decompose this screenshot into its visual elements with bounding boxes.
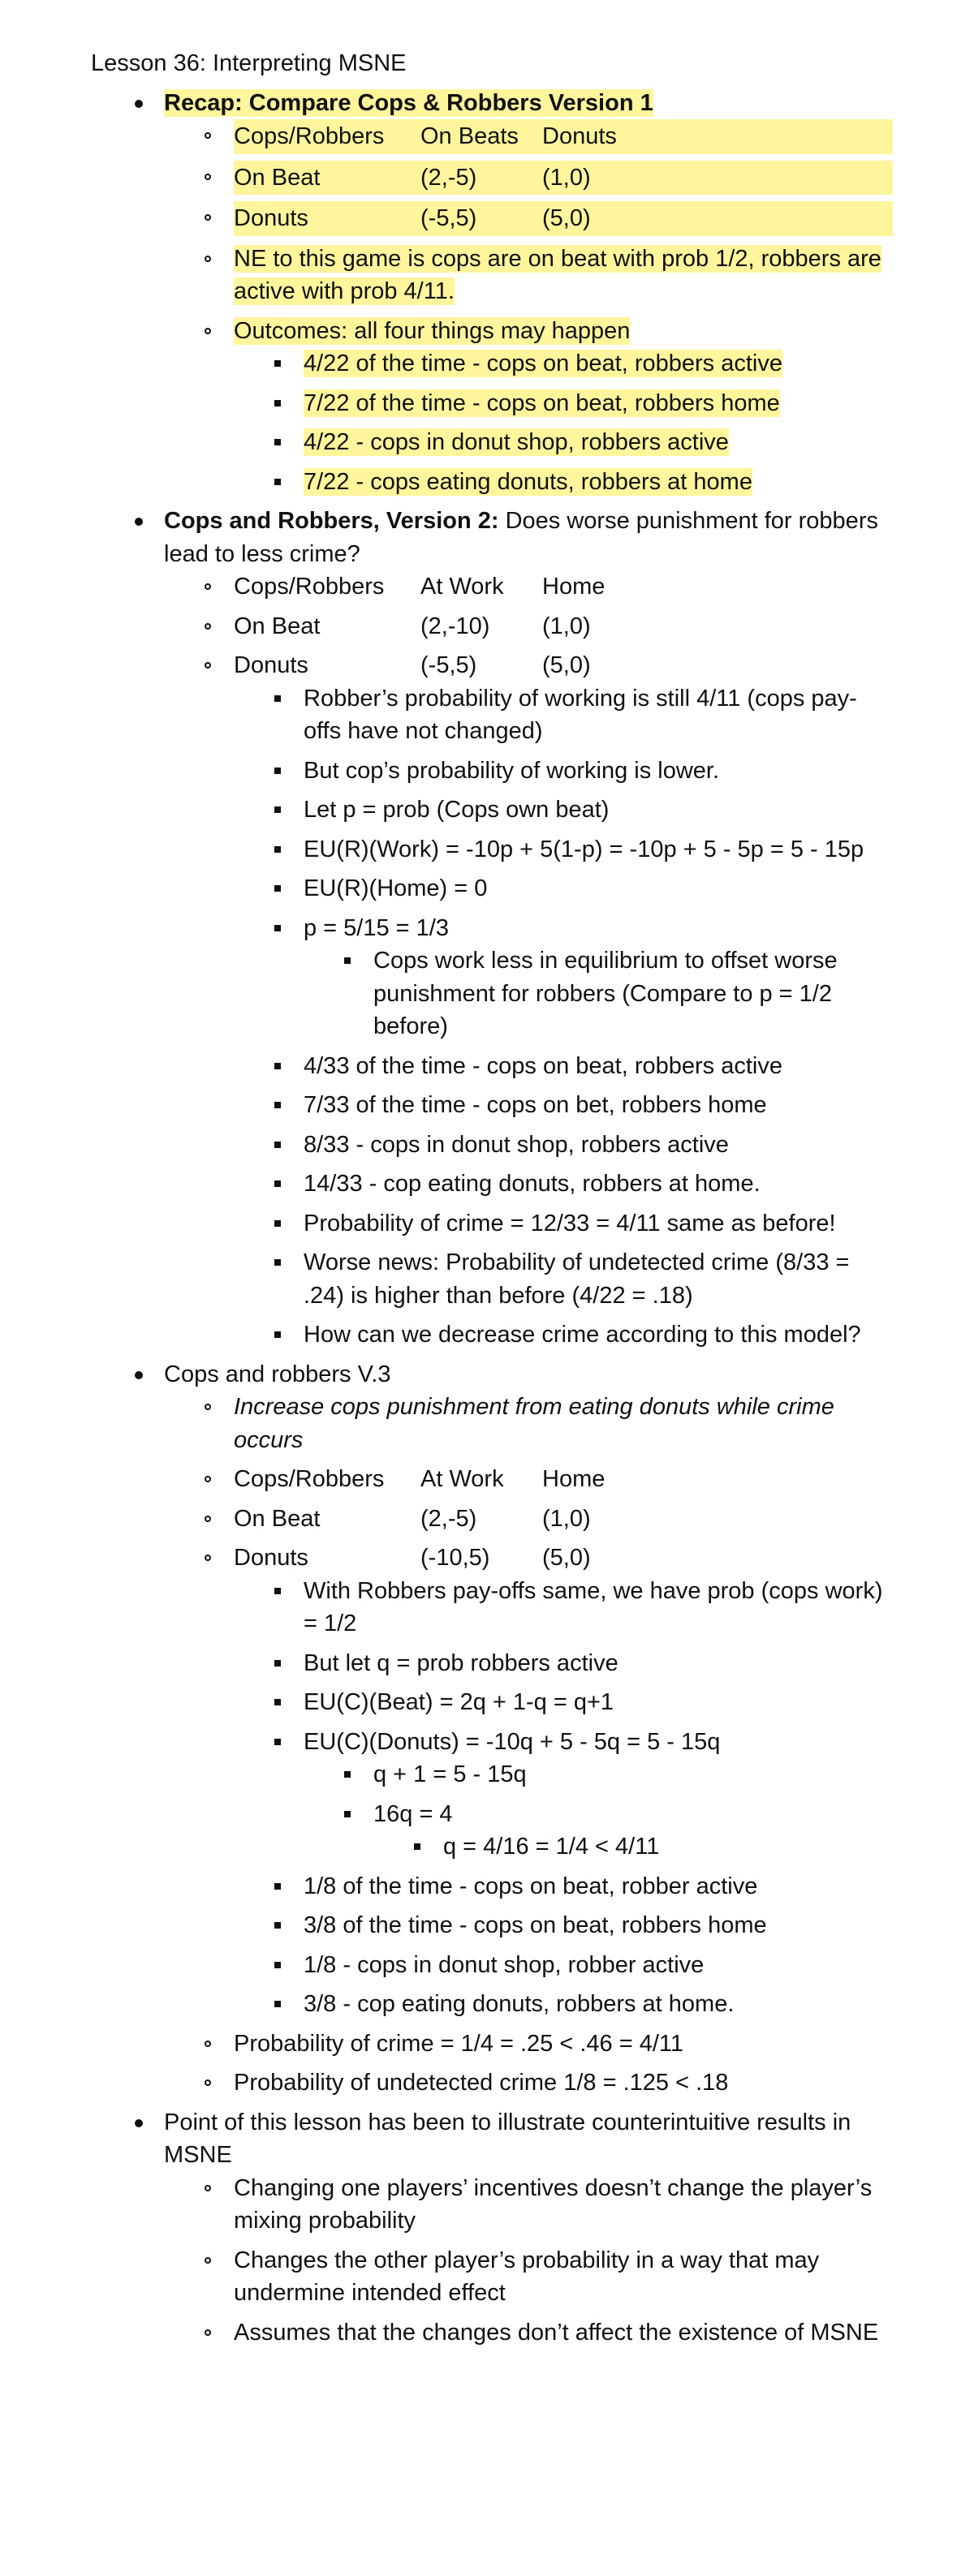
v1-ne	[234, 243, 893, 308]
list-item-text: 16q = 4	[373, 1800, 453, 1827]
v1-table-row	[234, 119, 893, 154]
v3-table-row	[234, 1542, 893, 1575]
list-item	[373, 1798, 893, 1864]
v1-ne-text: NE to this game is cops are on beat with prob 1/2, robbers are active with prob 4/11.	[234, 245, 881, 304]
list-item: How can we decrease crime according to this model?	[304, 1318, 893, 1352]
v3-prob-undetected: Probability of undetected crime 1/8 = .125 < .18	[234, 2066, 893, 2100]
section-point	[164, 2106, 893, 2350]
section-v1	[164, 87, 893, 499]
list-item: Worse news: Probability of undetected crime (8/33 = .24) is higher than before (4/22 = .18)	[304, 1246, 893, 1312]
v3-heading: Cops and robbers V.3	[164, 1361, 391, 1387]
list-item: 3/8 of the time - cops on beat, robbers home	[304, 1909, 893, 1942]
v3-list	[164, 1391, 893, 2100]
section-v2	[164, 505, 893, 1352]
list-item: EU(C)(Beat) = 2q + 1-q = q+1	[304, 1686, 893, 1719]
v1-outcomes-label: Outcomes: all four things may happen	[234, 317, 631, 344]
v1-table-row	[234, 161, 893, 196]
list-item-text: 4/22 of the time - cops on beat, robbers active	[304, 350, 782, 376]
table-cell: On Beat	[234, 1505, 321, 1532]
table-cell: Donuts	[234, 652, 308, 678]
list-item: Let p = prob (Cops own beat)	[304, 793, 893, 827]
list-item: 14/33 - cop eating donuts, robbers at home.	[304, 1168, 893, 1201]
v1-table-row-donuts	[234, 201, 893, 236]
list-item: 4/33 of the time - cops on beat, robbers active	[304, 1050, 893, 1083]
list-item: Changes the other player’s probability in a way that may undermine intended effect	[234, 2244, 893, 2310]
outline-level-1	[91, 87, 893, 2350]
list-item-text: 7/22 of the time - cops on beat, robbers home	[304, 389, 780, 416]
table-cell: (5,0)	[542, 205, 591, 231]
table-cell: (-10,5)	[420, 1545, 490, 1571]
point-heading: Point of this lesson has been to illustrate counterintuitive results in MSNE	[164, 2109, 851, 2168]
list-item-text: 7/22 - cops eating donuts, robbers at home	[304, 468, 752, 495]
v2-table-row	[234, 649, 893, 682]
v2-table-row-donuts	[234, 649, 893, 1352]
list-item: q + 1 = 5 - 15q	[373, 1758, 893, 1791]
v3-table-row-beat	[234, 1503, 893, 1536]
list-item: 3/8 - cop eating donuts, robbers at home.	[304, 1988, 893, 2021]
v2-heading-rest: Does worse punishment for robbers lead to less crime?	[164, 508, 878, 567]
table-cell: At Work	[420, 1466, 504, 1492]
list-item: But cop’s probability of working is lower.	[304, 755, 893, 788]
v3-italic-note	[234, 1391, 893, 1456]
v3-table-row-donuts	[234, 1542, 893, 2021]
v3-table-row	[234, 1503, 893, 1536]
table-cell: On Beat	[234, 164, 321, 191]
list-item	[304, 426, 893, 459]
table-cell: On Beat	[234, 613, 321, 639]
v1-list	[164, 119, 893, 498]
v2-list	[164, 570, 893, 1352]
list-item: Cops work less in equilibrium to offset worse punishment for robbers (Compare to p = 1/2 before)	[373, 944, 893, 1043]
v1-table-row	[234, 201, 893, 236]
table-cell: (2,-5)	[420, 1505, 477, 1532]
table-cell: Donuts	[234, 205, 308, 231]
table-cell: Cops/Robbers	[234, 1466, 385, 1492]
v2-heading-bold: Cops and Robbers, Version 2:	[164, 508, 499, 534]
list-item-text: Increase cops punishment from eating donuts while crime occurs	[234, 1394, 834, 1453]
table-cell: Donuts	[542, 123, 617, 149]
v2-table-row	[234, 570, 893, 604]
v1-outcomes	[234, 315, 893, 499]
v1-heading: Recap: Compare Cops & Robbers Version 1	[164, 89, 653, 116]
table-cell: (1,0)	[542, 164, 591, 191]
v1-table-header	[234, 119, 893, 154]
table-cell: Home	[542, 574, 606, 600]
v3-prob-crime: Probability of crime = 1/4 = .25 < .46 = 4/11	[234, 2028, 893, 2061]
list-item: EU(R)(Work) = -10p + 5(1-p) = -10p + 5 - 5p = 5 - 15p	[304, 833, 893, 867]
list-item: Probability of crime = 12/33 = 4/11 same as before!	[304, 1207, 893, 1241]
table-cell: (5,0)	[542, 1545, 591, 1571]
list-item: 8/33 - cops in donut shop, robbers active	[304, 1129, 893, 1162]
list-item: q = 4/16 = 1/4 < 4/11	[443, 1830, 893, 1864]
v3-eq-list	[304, 1758, 893, 1864]
v3-eq-sublist	[373, 1830, 893, 1864]
table-cell: Home	[542, 1466, 606, 1492]
list-item	[304, 1726, 893, 1864]
table-cell: (-5,5)	[420, 205, 477, 231]
list-item: Robber’s probability of working is still 4/11 (cops pay-offs have not changed)	[304, 682, 893, 748]
list-item: 1/8 - cops in donut shop, robber active	[304, 1949, 893, 1982]
list-item: But let q = prob robbers active	[304, 1647, 893, 1680]
table-cell: Cops/Robbers	[234, 574, 385, 600]
v2-table-header	[234, 570, 893, 604]
list-item	[304, 466, 893, 499]
v2-p-sublist	[304, 944, 893, 1043]
v2-points-list	[234, 682, 893, 1352]
v2-table-row	[234, 610, 893, 643]
list-item: Changing one players’ incentives doesn’t change the player’s mixing probability	[234, 2172, 893, 2238]
v3-table-header	[234, 1463, 893, 1496]
list-item	[304, 387, 893, 420]
table-cell: On Beats	[420, 123, 519, 149]
table-cell: Cops/Robbers	[234, 123, 385, 149]
table-cell: (1,0)	[542, 613, 591, 639]
v1-table-row-beat	[234, 161, 893, 196]
list-item-text: 4/22 - cops in donut shop, robbers active	[304, 429, 729, 455]
list-item: 7/33 of the time - cops on bet, robbers home	[304, 1089, 893, 1122]
table-cell: (5,0)	[542, 652, 591, 678]
table-cell: (1,0)	[542, 1505, 591, 1532]
list-item	[304, 912, 893, 1043]
v3-table-row	[234, 1463, 893, 1496]
table-cell: (-5,5)	[420, 652, 477, 678]
v3-points-list	[234, 1575, 893, 2021]
list-item: Assumes that the changes don’t affect the existence of MSNE	[234, 2316, 893, 2350]
list-item-text: EU(C)(Donuts) = -10q + 5 - 5q = 5 - 15q	[304, 1728, 721, 1755]
v2-table-row-beat	[234, 610, 893, 643]
list-item: 1/8 of the time - cops on beat, robber active	[304, 1870, 893, 1903]
lesson-title: Lesson 36: Interpreting MSNE	[91, 50, 407, 76]
list-item-text: p = 5/15 = 1/3	[304, 914, 449, 941]
section-v3	[164, 1358, 893, 2100]
table-cell: At Work	[420, 574, 504, 600]
list-item	[304, 347, 893, 381]
v1-outcomes-list	[234, 347, 893, 498]
table-cell: Donuts	[234, 1545, 308, 1571]
table-cell: (2,-10)	[420, 613, 490, 639]
point-list	[164, 2172, 893, 2350]
list-item: EU(R)(Home) = 0	[304, 872, 893, 905]
table-cell: (2,-5)	[420, 164, 477, 191]
list-item: With Robbers pay-offs same, we have prob (cops work) = 1/2	[304, 1575, 893, 1641]
